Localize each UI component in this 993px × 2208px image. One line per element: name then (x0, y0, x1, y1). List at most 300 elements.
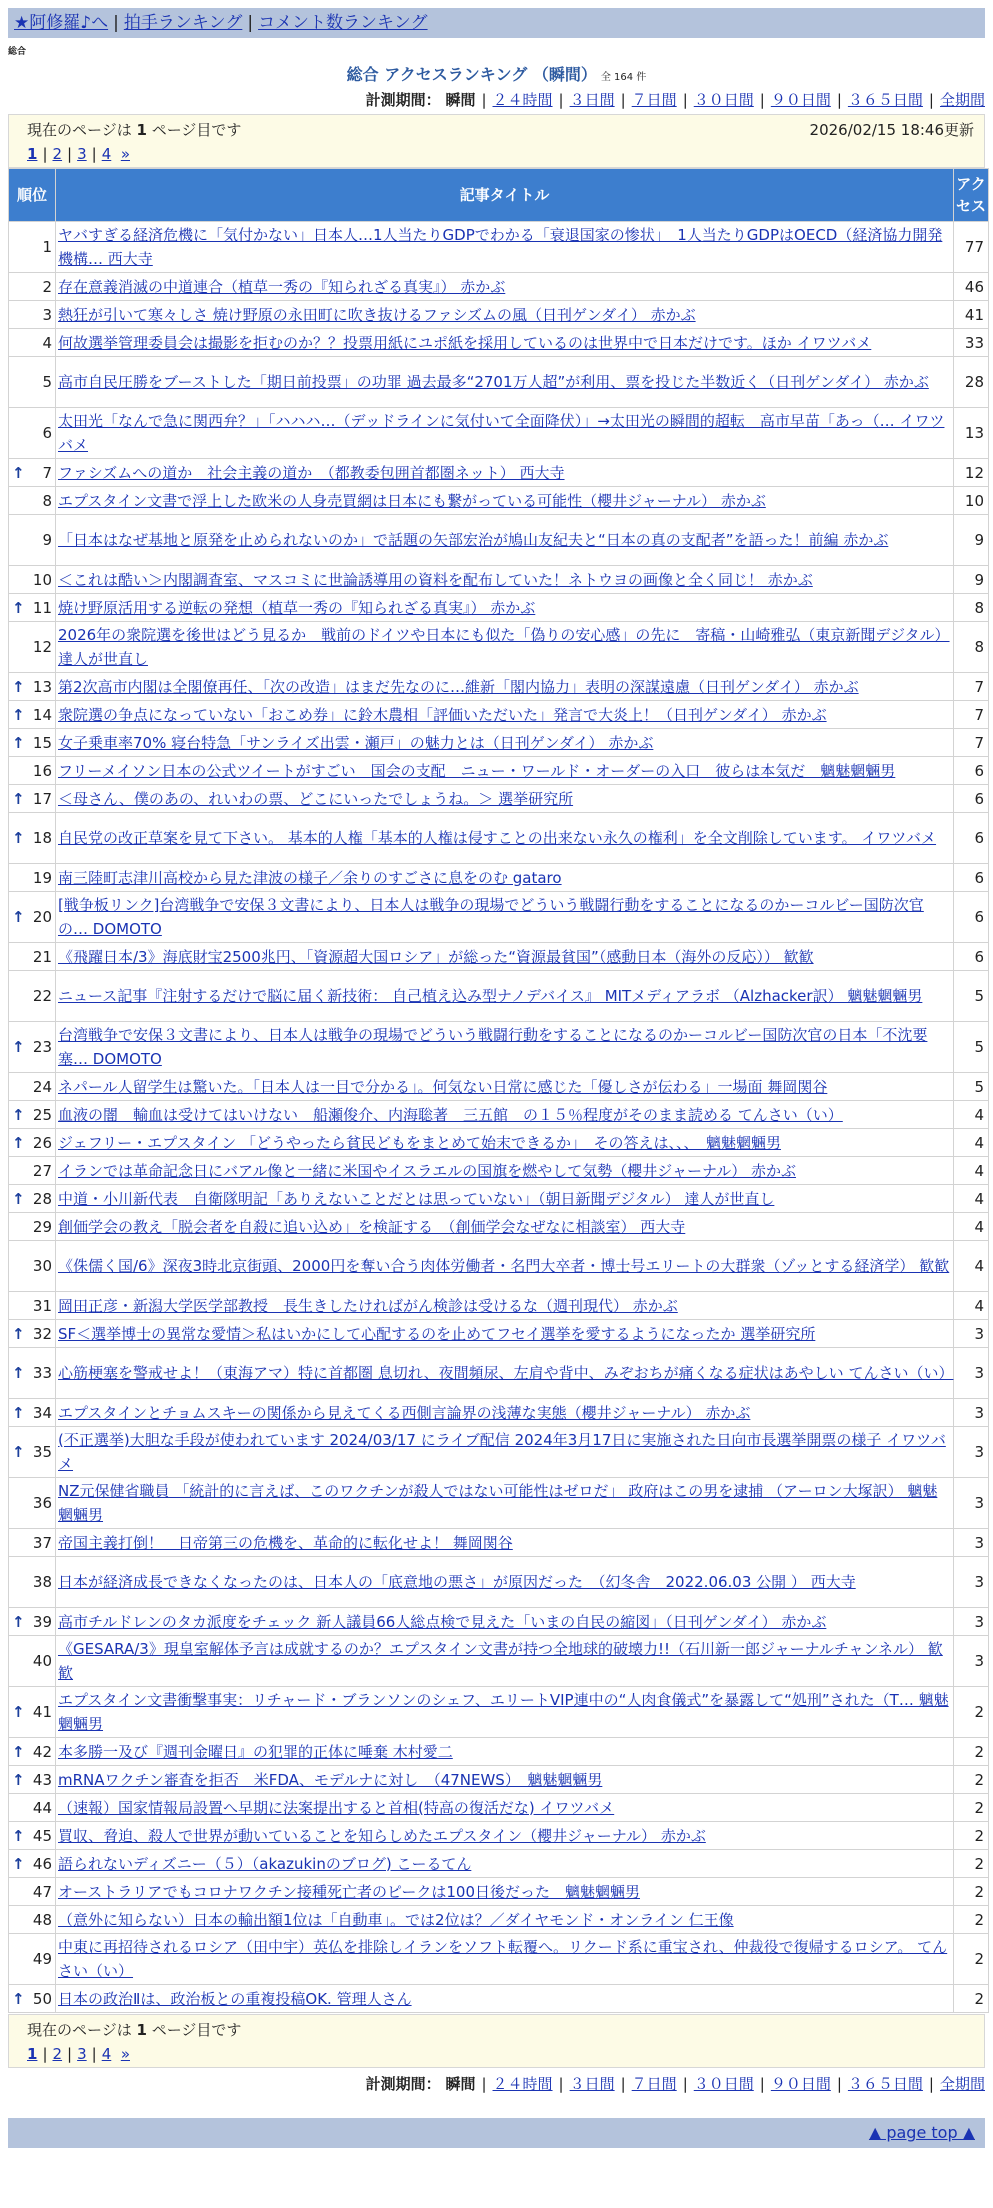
ranking-row (9, 673, 988, 700)
period-30d-link[interactable]: ３０日間 (693, 91, 754, 109)
article-title-link[interactable]: ネパール人留学生は驚いた。「日本人は一目で分かる」。何気ない日常に感じた「優しさが伝わる」一場面 舞岡関谷 (58, 1077, 828, 1096)
rank-number: 15 (32, 733, 52, 752)
article-title-link[interactable]: フリーメイソン日本の公式ツイートがすごい 国会の支配 ニュー・ワールド・オーダーの入口 彼らは本気だ 魑魅魍魎男 (58, 761, 896, 780)
page-link-3[interactable]: 3 (77, 2045, 87, 2063)
access-count: 4 (954, 1213, 988, 1240)
title-cell (56, 1850, 953, 1877)
article-title-link[interactable]: オーストラリアでもコロナワクチン接種死亡者のピークは100日後だった 魑魅魍魎男 (58, 1882, 640, 1901)
rank-number: 49 (32, 1950, 52, 1968)
ranking-row (9, 785, 988, 812)
access-count: 2 (954, 1822, 988, 1849)
rank-number: 3 (42, 305, 52, 324)
rank-number: 48 (32, 1910, 52, 1929)
rank-number: 23 (32, 1038, 52, 1056)
title-cell (56, 1478, 953, 1528)
comment-ranking-link[interactable]: コメント数ランキング (258, 13, 428, 33)
pager-top: 現在のページは 1 ページ目です 2026/02/15 18:46更新 1 | 2 | 3 | 4 » (8, 114, 985, 168)
title-cell (56, 487, 953, 514)
article-title-link[interactable]: 存在意義消滅の中道連合（植草一秀の『知られざる真実』） 赤かぶ (58, 277, 506, 296)
ranking-row (9, 1636, 988, 1686)
rank-up-arrow-icon: ↑ (12, 1703, 25, 1721)
access-count: 7 (954, 673, 988, 700)
rank-number: 28 (32, 1189, 52, 1208)
title-cell (56, 1348, 953, 1398)
rank-number: 32 (32, 1324, 52, 1343)
page-title: 総合 アクセスランキング （瞬間） (346, 65, 597, 84)
article-title-link[interactable]: 何故選挙管理委員会は撮影を拒むのか？？投票用紙にユポ紙を採用しているのは世界中で日本だけです。ほか イワツバメ (58, 333, 872, 352)
title-cell (56, 1157, 953, 1184)
title-cell (56, 971, 953, 1021)
period-label: 計測期間： (365, 2075, 441, 2093)
article-title-link[interactable]: 岡田正彦・新潟大学医学部教授 長生きしたければがん検診は受けるな（週刊現代） 赤かぶ (58, 1296, 678, 1315)
title-cell (56, 1320, 953, 1347)
rank-number: 7 (42, 463, 52, 482)
ranking-row (9, 1985, 988, 2012)
rank-number: 45 (32, 1826, 52, 1845)
rank-number: 5 (42, 373, 52, 391)
ranking-row (9, 1129, 988, 1156)
total-count: 全 164 件 (600, 72, 647, 83)
access-count: 77 (954, 222, 988, 272)
access-count: 6 (954, 757, 988, 784)
rank-up-arrow-icon: ↑ (12, 733, 25, 752)
article-title-link[interactable]: 高市自民圧勝をブーストした「期日前投票」の功罪 過去最多“2701万人超”が利用、票を投じた半数近く（日刊ゲンダイ） 赤かぶ (58, 373, 929, 391)
rank-cell (9, 1850, 55, 1877)
rank-cell (9, 1129, 55, 1156)
ranking-row (9, 459, 988, 486)
access-count: 6 (954, 813, 988, 863)
rank-cell (9, 515, 55, 565)
title-cell (56, 943, 953, 970)
rank-up-arrow-icon: ↑ (12, 1989, 25, 2008)
title-cell (56, 273, 953, 300)
rank-number: 29 (32, 1217, 52, 1236)
access-count: 6 (954, 785, 988, 812)
article-title-link[interactable]: （意外に知らない）日本の輸出額1位は「自動車」。では2位は？／ダイヤモンド・オンライン 仁王像 (58, 1910, 734, 1929)
title-cell (56, 785, 953, 812)
article-title-link[interactable]: ジェフリー・エプスタイン 「どうやったら貧民どもをまとめて始末できるか」 その答えは、、、 魑魅魍魎男 (58, 1133, 781, 1152)
rank-cell (9, 1185, 55, 1212)
title-cell (56, 1073, 953, 1100)
access-count: 2 (954, 1687, 988, 1737)
access-count: 10 (954, 487, 988, 514)
rank-number: 38 (32, 1573, 52, 1591)
title-cell (56, 1738, 953, 1765)
rank-cell (9, 673, 55, 700)
article-title-link[interactable]: 《飛躍日本/3》海底財宝2500兆円、「資源超大国ロシア」が総った“資源最貧国”（感動日本（海外の反応）） 歓歓 (58, 947, 814, 966)
period-all-link[interactable]: 全期間 (939, 91, 985, 109)
ranking-row (9, 329, 988, 356)
rank-header: 順位 (9, 169, 55, 221)
rank-up-arrow-icon: ↑ (12, 1133, 25, 1152)
ranking-row (9, 701, 988, 728)
article-title-link[interactable]: NZ元保健省職員 「統計的に言えば、このワクチンが殺人ではない可能性はゼロだ」 政府はこの男を逮捕 （アーロン大塚訳） 魑魅魍魎男 (58, 1482, 938, 1524)
title-cell (56, 1557, 953, 1607)
separator: | (113, 13, 119, 33)
rank-number: 9 (42, 531, 52, 549)
title-cell (56, 1213, 953, 1240)
rank-number: 35 (32, 1443, 52, 1461)
access-count: 3 (954, 1320, 988, 1347)
ranking-row (9, 1766, 988, 1793)
access-header: アクセス (954, 169, 988, 221)
rank-cell (9, 301, 55, 328)
rank-cell (9, 813, 55, 863)
page-link-4[interactable]: 4 (101, 2045, 112, 2063)
period-90d-link[interactable]: ９０日間 (770, 91, 831, 109)
article-title-link[interactable]: 2026年の衆院選を後世はどう見るか 戦前のドイツや日本にも似た「偽りの安心感」の先に 寄稿・山崎雅弘（東京新聞デジタル） 達人が世直し (58, 626, 950, 668)
pager-status: 現在のページは 1 ページ目です (27, 2021, 242, 2039)
rank-number: 1 (42, 238, 52, 256)
rank-up-arrow-icon: ↑ (12, 1105, 25, 1124)
article-title-link[interactable]: 日本の政治Ⅱは、政治板との重複投稿OK. 管理人さん (58, 1989, 412, 2008)
article-title-link[interactable]: イランでは革命記念日にバアル像と一緒に米国やイスラエルの国旗を燃やして気勢（櫻井ジャーナル） 赤かぶ (58, 1161, 796, 1180)
board-label: 総合 (8, 47, 27, 57)
rank-cell (9, 1794, 55, 1821)
ranking-row (9, 487, 988, 514)
period-label: 計測期間： (365, 91, 441, 109)
rank-cell (9, 1478, 55, 1528)
article-title-link[interactable]: 中道・小川新代表 自衛隊明記「ありえないことだとは思っていない」（朝日新聞デジタル） 達人が世直し (58, 1189, 775, 1208)
title-cell (56, 892, 953, 942)
title-cell (56, 1687, 953, 1737)
page-link-2[interactable]: 2 (52, 2045, 63, 2063)
rank-cell (9, 1822, 55, 1849)
rank-cell (9, 1157, 55, 1184)
rank-cell (9, 864, 55, 891)
ranking-row (9, 1073, 988, 1100)
rank-cell (9, 1241, 55, 1291)
article-title-link[interactable]: エプスタイン文書で浮上した欧米の人身売買網は日本にも繋がっている可能性（櫻井ジャーナル） 赤かぶ (58, 491, 766, 510)
access-count: 3 (954, 1636, 988, 1686)
title-cell (56, 1129, 953, 1156)
title-cell (56, 701, 953, 728)
ranking-row (9, 1794, 988, 1821)
period-7d-link[interactable]: ７日間 (631, 2075, 677, 2093)
article-title-link[interactable]: 自民党の改正草案を見て下さい。 基本的人権「基本的人権は侵すことの出来ない永久の権利」を全文削除しています。 イワツバメ (58, 829, 937, 847)
rank-up-arrow-icon: ↑ (12, 705, 25, 724)
rank-cell (9, 943, 55, 970)
title-cell (56, 1794, 953, 1821)
page-link-1[interactable]: 1 (27, 145, 38, 163)
rank-up-arrow-icon: ↑ (12, 1826, 25, 1845)
title-cell (56, 1427, 953, 1477)
article-title-link[interactable]: ファシズムへの道か 社会主義の道か （都教委包囲首都圏ネット） 西大寺 (58, 463, 565, 482)
title-cell (56, 1985, 953, 2012)
article-title-link[interactable]: 南三陸町志津川高校から見た津波の様子／余りのすごさに息をのむ gataro (58, 868, 562, 887)
rank-number: 43 (32, 1770, 52, 1789)
access-count: 41 (954, 301, 988, 328)
rank-number: 50 (32, 1989, 52, 2008)
rank-cell (9, 1101, 55, 1128)
title-cell (56, 729, 953, 756)
access-count: 2 (954, 1794, 988, 1821)
rank-cell (9, 971, 55, 1021)
ranking-row (9, 1157, 988, 1184)
rank-number: 4 (42, 333, 52, 352)
title-cell (56, 459, 953, 486)
title-cell (56, 622, 953, 672)
article-title-link[interactable]: [戦争板リンク]台湾戦争で安保３文書により、日本人は戦争の現場でどういう戦闘行動をすることになるのかーコルビー国防次官の… DOMOTO (58, 896, 924, 938)
ranking-row (9, 1822, 988, 1849)
ranking-row (9, 1022, 988, 1072)
title-cell (56, 1101, 953, 1128)
access-count: 4 (954, 1185, 988, 1212)
rank-cell (9, 1320, 55, 1347)
access-count: 8 (954, 594, 988, 621)
rank-cell (9, 1608, 55, 1635)
rank-cell (9, 757, 55, 784)
period-365d-link[interactable]: ３６５日間 (847, 91, 923, 109)
article-title-link[interactable]: ヤバすぎる経済危機に「気付かない」日本人…1人当たりGDPでわかる「衰退国家の惨状」 1人当たりGDPはOECD（経済協力開発機構… 西大寺 (58, 226, 943, 268)
rank-up-arrow-icon: ↑ (12, 1742, 25, 1761)
ranking-row (9, 1399, 988, 1426)
home-link[interactable]: ★阿修羅♪へ (14, 13, 109, 33)
title-cell (56, 357, 953, 407)
article-title-link[interactable]: ＜母さん、僕のあの、れいわの票、どこにいったでしょうね。＞ 選挙研究所 (58, 789, 574, 808)
rank-number: 26 (32, 1133, 52, 1152)
title-cell (56, 566, 953, 593)
page-next-link[interactable]: » (120, 2045, 130, 2063)
article-title-link[interactable]: 帝国主義打倒！ 日帝第三の危機を、革命的に転化せよ！ 舞岡関谷 (58, 1533, 513, 1552)
article-title-link[interactable]: エプスタイン文書衝撃事実：リチャード・ブランソンのシェフ、エリートVIP連中の“人肉食儀式”を暴露して“処刑”された（T… 魑魅魍魎男 (58, 1691, 949, 1733)
access-count: 2 (954, 1985, 988, 2012)
title-cell (56, 1608, 953, 1635)
rank-cell (9, 1636, 55, 1686)
access-count: 3 (954, 1399, 988, 1426)
separator: | (247, 13, 254, 33)
access-count: 3 (954, 1478, 988, 1528)
period-7d-link[interactable]: ７日間 (631, 91, 677, 109)
period-24h-link[interactable]: ２４時間 (492, 91, 553, 109)
rank-cell (9, 1529, 55, 1556)
rank-cell (9, 357, 55, 407)
article-title-link[interactable]: 日本が経済成長できなくなったのは、日本人の「底意地の悪さ」が原因だった （幻冬舎 2022.06.03 公開 ） 西大寺 (58, 1573, 856, 1591)
article-title-link[interactable]: 女子乗車率70% 寝台特急「サンライズ出雲・瀬戸」の魅力とは（日刊ゲンダイ） 赤かぶ (58, 733, 654, 752)
rank-cell (9, 729, 55, 756)
article-title-link[interactable]: 《GESARA/3》現皇室解体予言は成就するのか？エプスタイン文書が持つ全地球的破壊力!!（石川新一郎ジャーナルチャンネル） 歓歓 (58, 1640, 943, 1682)
rank-up-arrow-icon: ↑ (12, 1403, 25, 1422)
rank-number: 42 (32, 1742, 52, 1761)
article-title-link[interactable]: 第2次高市内閣は全閣僚再任、「次の改造」はまだ先なのに…維新「閣内協力」表明の深謀遠慮（日刊ゲンダイ） 赤かぶ (58, 677, 859, 696)
article-title-link[interactable]: SF＜選挙博士の異常な愛情＞私はいかにして心配するのを止めてフセイ選挙を愛するようになったか 選挙研究所 (58, 1324, 816, 1343)
access-count: 8 (954, 622, 988, 672)
rank-cell (9, 1073, 55, 1100)
ranking-row (9, 1427, 988, 1477)
title-cell (56, 673, 953, 700)
rank-cell (9, 594, 55, 621)
article-title-link[interactable]: 本多勝一及び『週刊金曜日』の犯罪的正体に唾棄 木村愛二 (58, 1742, 453, 1761)
page-link-2[interactable]: 2 (52, 145, 63, 163)
title-cell (56, 864, 953, 891)
access-count: 4 (954, 1292, 988, 1319)
updated-timestamp: 2026/02/15 18:46更新 (809, 121, 974, 139)
rank-number: 12 (32, 638, 52, 656)
title-cell (56, 1636, 953, 1686)
article-title-link[interactable]: 焼け野原活用する逆転の発想（植草一秀の『知られざる真実』） 赤かぶ (58, 598, 536, 617)
access-count: 33 (954, 329, 988, 356)
access-count: 6 (954, 892, 988, 942)
page-top-link[interactable]: ▲ page top ▲ (868, 2123, 975, 2142)
rank-cell (9, 566, 55, 593)
ranking-row (9, 1241, 988, 1291)
rank-number: 46 (32, 1854, 52, 1873)
rank-up-arrow-icon: ↑ (12, 789, 25, 808)
rank-number: 24 (32, 1077, 52, 1096)
ranking-row (9, 1320, 988, 1347)
article-title-link[interactable]: 血液の闇 輸血は受けてはいけない 船瀬俊介、内海聡著 三五館 の１５％程度がそのまま読める てんさい（い） (58, 1105, 843, 1124)
article-title-link[interactable]: 太田光「なんで急に関西弁？」「ハハハ…（デッドラインに気付いて全面降伏）」→太田光の瞬間的超転 高市早苗「あっ（… イワツバメ (58, 412, 945, 454)
title-cell (56, 1185, 953, 1212)
rank-number: 6 (42, 424, 52, 442)
rank-cell (9, 622, 55, 672)
rank-cell (9, 1687, 55, 1737)
rank-up-arrow-icon: ↑ (12, 1443, 25, 1461)
title-cell (56, 222, 953, 272)
rank-cell (9, 785, 55, 812)
ranking-row (9, 1738, 988, 1765)
rank-cell (9, 222, 55, 272)
article-title-link[interactable]: 語られないディズニー（５）（akazukinのブログ) こーるてん (58, 1854, 472, 1873)
page-link-1[interactable]: 1 (27, 2045, 38, 2063)
ranking-row (9, 357, 988, 407)
rank-number: 34 (32, 1403, 52, 1422)
title-cell (56, 329, 953, 356)
pager-status: 現在のページは 1 ページ目です (27, 121, 242, 139)
rank-cell (9, 1213, 55, 1240)
title-cell (56, 594, 953, 621)
article-title-link[interactable]: 買収、脅迫、殺人で世界が動いていることを知らしめたエプスタイン（櫻井ジャーナル） 赤かぶ (58, 1826, 706, 1845)
access-count: 2 (954, 1766, 988, 1793)
title-cell (56, 1934, 953, 1984)
rank-number: 20 (32, 908, 52, 926)
access-count: 28 (954, 357, 988, 407)
rank-cell (9, 459, 55, 486)
ranking-row (9, 1185, 988, 1212)
rank-cell (9, 1292, 55, 1319)
ranking-row (9, 1906, 988, 1933)
article-title-link[interactable]: 《侏儒く国/6》深夜3時北京街頭、2000円を奪い合う肉体労働者・名門大卒者・博士号エリートの大群衆（ゾッとする経済学） 歓歓 (58, 1257, 950, 1275)
rank-number: 8 (42, 491, 52, 510)
access-count: 3 (954, 1348, 988, 1398)
article-title-link[interactable]: 台湾戦争で安保３文書により、日本人は戦争の現場でどういう戦闘行動をすることになるのかーコルビー国防次官の日本「不沈要塞… DOMOTO (58, 1026, 928, 1068)
rank-up-arrow-icon: ↑ (12, 1189, 25, 1208)
period-3d-link[interactable]: ３日間 (569, 91, 615, 109)
access-count: 4 (954, 1129, 988, 1156)
period-24h-link[interactable]: ２４時間 (492, 2075, 553, 2093)
title-cell (56, 757, 953, 784)
article-title-link[interactable]: 高市チルドレンのタカ派度をチェック 新人議員66人総点検で見えた「いまの自民の縮図」（日刊ゲンダイ） 赤かぶ (58, 1612, 827, 1631)
rank-cell (9, 701, 55, 728)
article-title-link[interactable]: ニュース記事『注射するだけで脳に届く新技術： 自己植え込み型ナノデバイス』 MITメディアラボ （Alzhacker訳） 魑魅魍魎男 (58, 987, 923, 1005)
access-count: 5 (954, 1022, 988, 1072)
ranking-row (9, 943, 988, 970)
article-title-link[interactable]: ＜これは酷い＞内閣調査室、マスコミに世論誘導用の資料を配布していた！ネトウヨの画像と全く同じ！ 赤かぶ (58, 570, 813, 589)
article-title-link[interactable]: 創価学会の教え「脱会者を自殺に追い込め」を検証する （創価学会なぜなに相談室） 西大寺 (58, 1217, 686, 1236)
period-selector: 計測期間： 瞬間 | ２４時間 | ３日間 | ７日間 | ３０日間 | ９０日間 | ３６５日間 | 全期間 (365, 91, 985, 109)
article-title-link[interactable]: （速報）国家情報局設置へ早期に法案提出すると首相(特高の復活だな) イワツバメ (58, 1798, 615, 1817)
rank-cell (9, 1022, 55, 1072)
rank-number: 39 (32, 1612, 52, 1631)
ranking-row (9, 566, 988, 593)
title-cell (56, 1766, 953, 1793)
rank-number: 17 (32, 789, 52, 808)
rank-number: 22 (32, 987, 52, 1005)
rank-cell (9, 1766, 55, 1793)
period-all-link[interactable]: 全期間 (939, 2075, 985, 2093)
rank-number: 37 (32, 1533, 52, 1552)
rank-cell (9, 1934, 55, 1984)
period-365d-link[interactable]: ３６５日間 (847, 2075, 923, 2093)
title-cell (56, 1906, 953, 1933)
rank-cell (9, 487, 55, 514)
ranking-row (9, 864, 988, 891)
rank-number: 14 (32, 705, 52, 724)
access-count: 4 (954, 1157, 988, 1184)
page-header (0, 62, 993, 88)
title-cell (56, 1022, 953, 1072)
clap-ranking-link[interactable]: 拍手ランキング (123, 13, 243, 33)
title-cell (56, 1292, 953, 1319)
period-90d-link[interactable]: ９０日間 (770, 2075, 831, 2093)
ranking-row (9, 729, 988, 756)
ranking-row (9, 1213, 988, 1240)
rank-up-arrow-icon: ↑ (12, 829, 25, 847)
rank-cell (9, 1906, 55, 1933)
article-title-link[interactable]: 熱狂が引いて寒々しさ 焼け野原の永田町に吹き抜けるファシズムの風（日刊ゲンダイ） 赤かぶ (58, 305, 696, 324)
access-count: 3 (954, 1529, 988, 1556)
article-title-link[interactable]: 衆院選の争点になっていない「おこめ券」に鈴木農相「評価いただいた」発言で大炎上！（日刊ゲンダイ） 赤かぶ (58, 705, 827, 724)
article-title-link[interactable]: mRNAワクチン審査を拒否 米FDA、モデルナに対し （47NEWS） 魑魅魍魎男 (58, 1770, 603, 1789)
access-count: 2 (954, 1906, 988, 1933)
title-cell (56, 301, 953, 328)
ranking-row (9, 1348, 988, 1398)
rank-number: 11 (32, 598, 52, 617)
rank-up-arrow-icon: ↑ (12, 1038, 25, 1056)
rank-number: 21 (32, 947, 52, 966)
title-cell (56, 1878, 953, 1905)
rank-number: 2 (42, 277, 52, 296)
access-count: 13 (954, 408, 988, 458)
page-link-3[interactable]: 3 (77, 145, 87, 163)
rank-up-arrow-icon: ↑ (12, 1364, 25, 1382)
access-count: 6 (954, 864, 988, 891)
title-cell (56, 1399, 953, 1426)
rank-number: 31 (32, 1296, 52, 1315)
rank-number: 18 (32, 829, 52, 847)
title-cell (56, 408, 953, 458)
period-30d-link[interactable]: ３０日間 (693, 2075, 754, 2093)
rank-cell (9, 1427, 55, 1477)
page-next-link[interactable]: » (120, 145, 130, 163)
access-count: 6 (954, 943, 988, 970)
rank-number: 10 (32, 570, 52, 589)
ranking-row (9, 1557, 988, 1607)
title-cell (56, 1822, 953, 1849)
rank-number: 16 (32, 761, 52, 780)
page-link-4[interactable]: 4 (101, 145, 112, 163)
access-count: 2 (954, 1878, 988, 1905)
article-title-link[interactable]: (不正選挙)大胆な手段が使われています 2024/03/17 にライブ配信 2024年3月17日に実施された日向市長選挙開票の様子 イワツバメ (58, 1431, 946, 1473)
period-current: 瞬間 (445, 2075, 476, 2093)
period-3d-link[interactable]: ３日間 (569, 2075, 615, 2093)
article-title-link[interactable]: 中東に再招待されるロシア（田中宇）英仏を排除しイランをソフト転覆へ。リクード系に重宝され、仲裁役で復帰するロシア。 てんさい（い） (58, 1938, 948, 1980)
article-title-link[interactable]: エプスタインとチョムスキーの関係から見えてくる西側言論界の浅薄な実態（櫻井ジャーナル） 赤かぶ (58, 1403, 751, 1422)
rank-cell (9, 1399, 55, 1426)
article-title-link[interactable]: 「日本はなぜ基地と原発を止められないのか」で話題の矢部宏治が鳩山友紀夫と“日本の真の支配者”を語った！前編 赤かぶ (58, 531, 889, 549)
article-title-link[interactable]: 心筋梗塞を警戒せよ！（東海アマ）特に首都圏 息切れ、夜間頻尿、左肩や背中、みぞおちが痛くなる症状はあやしい てんさい（い） (58, 1364, 954, 1382)
access-count: 5 (954, 1073, 988, 1100)
